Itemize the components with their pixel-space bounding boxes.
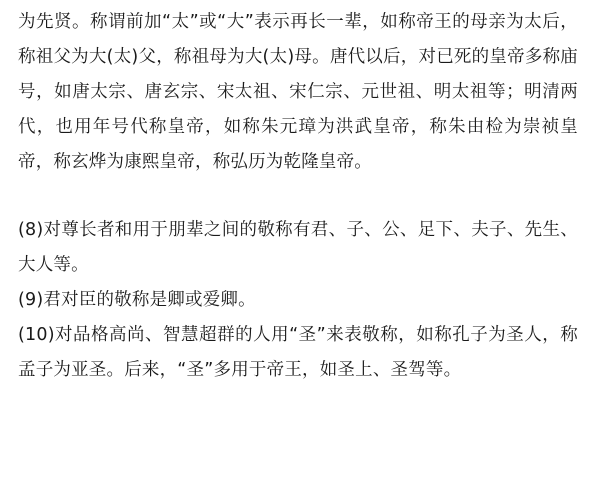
page-bottom-edge — [0, 489, 600, 495]
paragraph-honorifics-imperial: 为先贤。称谓前加“太”或“大”表示再长一辈，如称帝王的母亲为太后，称祖父为大(太)父，称祖母为大(太)母。唐代以后，对已死的皇帝多称庙号，如唐太宗、唐玄宗、宋太祖、宋仁宗、元世祖、明太祖等；明清两代，也用年号代称皇帝，如称朱元璋为洪武皇帝，称朱由检为崇祯皇帝，称玄烨为康熙皇帝，称弘历为乾隆皇帝。 — [18, 12, 578, 172]
paragraph-item-9: (9)君对臣的敬称是卿或爱卿。 — [18, 290, 256, 310]
paragraph-item-10: (10)对品格高尚、智慧超群的人用“圣”来表敬称，如称孔子为圣人，称孟子为亚圣。后来，“圣”多用于帝王，如圣上、圣驾等。 — [18, 325, 578, 380]
paragraph-item-8: (8)对尊长者和用于朋辈之间的敬称有君、子、公、足下、夫子、先生、大人等。 — [18, 220, 578, 275]
paragraph-spacer — [18, 180, 578, 213]
